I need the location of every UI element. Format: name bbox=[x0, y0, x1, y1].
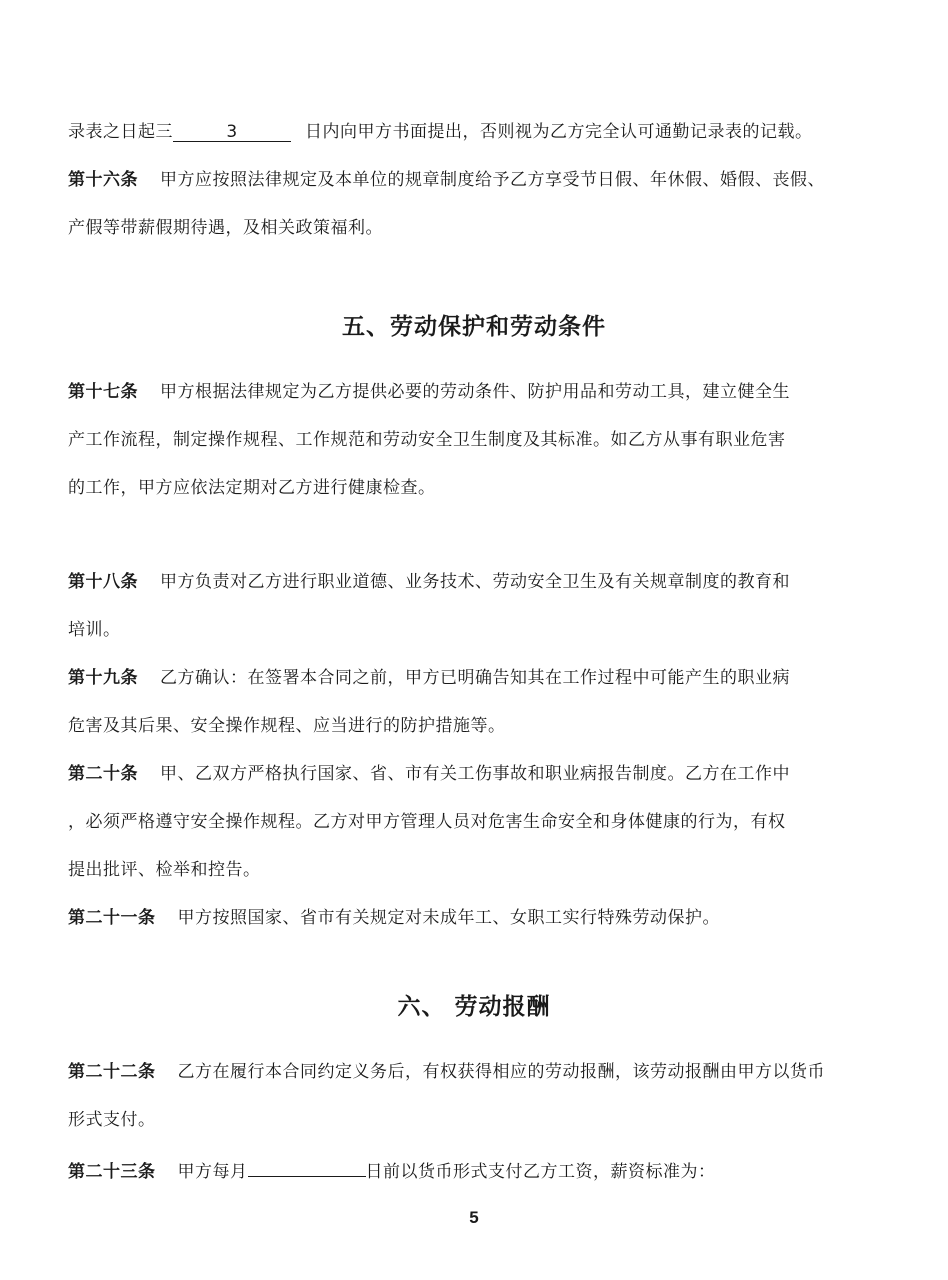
article-text: 产假等带薪假期待遇，及相关政策福利。 bbox=[68, 218, 383, 238]
article-text: ，必须严格遵守安全操作规程。乙方对甲方管理人员对危害生命安全和身体健康的行为，有权 bbox=[68, 812, 786, 832]
article-text: 甲方根据法律规定为乙方提供必要的劳动条件、防护用品和劳动工具，建立健全生 bbox=[160, 382, 790, 402]
article-22 bbox=[68, 1060, 880, 1084]
article-text: 形式支付。 bbox=[68, 1110, 156, 1130]
article-text: 乙方在履行本合同约定义务后，有权获得相应的劳动报酬，该劳动报酬由甲方以货币 bbox=[177, 1062, 825, 1082]
article-label: 第十九条 bbox=[68, 668, 138, 688]
text: 日内向甲方书面提出，否则视为乙方完全认可通勤记录表的记载。 bbox=[305, 122, 813, 142]
article-label: 第二十一条 bbox=[68, 908, 156, 928]
article-text: 甲方应按照法律规定及本单位的规章制度给予乙方享受节日假、年休假、婚假、丧假、 bbox=[160, 170, 825, 190]
article-20 bbox=[68, 762, 880, 786]
fill-in-blank bbox=[248, 1156, 366, 1177]
article-label: 第二十二条 bbox=[68, 1062, 156, 1082]
article-text: 甲方每月 bbox=[177, 1162, 248, 1182]
article-text: 甲方负责对乙方进行职业道德、业务技术、劳动安全卫生及有关规章制度的教育和 bbox=[160, 572, 790, 592]
article-text: 危害及其后果、安全操作规程、应当进行的防护措施等。 bbox=[68, 716, 506, 736]
article-label: 第十六条 bbox=[68, 170, 138, 190]
article-text: 甲、乙双方严格执行国家、省、市有关工伤事故和职业病报告制度。乙方在工作中 bbox=[160, 764, 790, 784]
article-text: 产工作流程，制定操作规程、工作规范和劳动安全卫生制度及其标准。如乙方从事有职业危害 bbox=[68, 430, 786, 450]
paragraph-line bbox=[68, 428, 880, 452]
section-heading-6: 六、 劳动报酬 bbox=[397, 994, 551, 1020]
article-label: 第二十三条 bbox=[68, 1162, 156, 1182]
article-19 bbox=[68, 666, 880, 690]
article-label: 第十七条 bbox=[68, 382, 138, 402]
paragraph-line bbox=[68, 858, 880, 882]
article-17 bbox=[68, 380, 880, 404]
article-text: 提出批评、检举和控告。 bbox=[68, 860, 261, 880]
article-16 bbox=[68, 168, 880, 192]
article-text: 培训。 bbox=[68, 620, 121, 640]
section-heading-5: 五、劳动保护和劳动条件 bbox=[342, 314, 606, 340]
article-text: 乙方确认：在签署本合同之前，甲方已明确告知其在工作过程中可能产生的职业病 bbox=[160, 668, 790, 688]
article-label: 第二十条 bbox=[68, 764, 138, 784]
paragraph-line bbox=[68, 120, 880, 144]
article-21 bbox=[68, 906, 880, 930]
paragraph-line bbox=[68, 476, 880, 500]
text: 录表之日起三 bbox=[68, 122, 173, 142]
paragraph-line bbox=[68, 714, 880, 738]
article-text: 的工作，甲方应依法定期对乙方进行健康检查。 bbox=[68, 478, 436, 498]
article-label: 第十八条 bbox=[68, 572, 138, 592]
article-text: 日前以货币形式支付乙方工资，薪资标准为： bbox=[365, 1162, 716, 1182]
paragraph-line bbox=[68, 810, 880, 834]
paragraph-line bbox=[68, 1108, 880, 1132]
paragraph-line bbox=[68, 618, 880, 642]
article-18 bbox=[68, 570, 880, 594]
paragraph-line bbox=[68, 216, 880, 240]
page-number: 5 bbox=[469, 1208, 479, 1227]
fill-in-blank: 3 bbox=[173, 121, 291, 142]
article-text: 甲方按照国家、省市有关规定对未成年工、女职工实行特殊劳动保护。 bbox=[177, 908, 720, 928]
article-23 bbox=[68, 1156, 880, 1184]
